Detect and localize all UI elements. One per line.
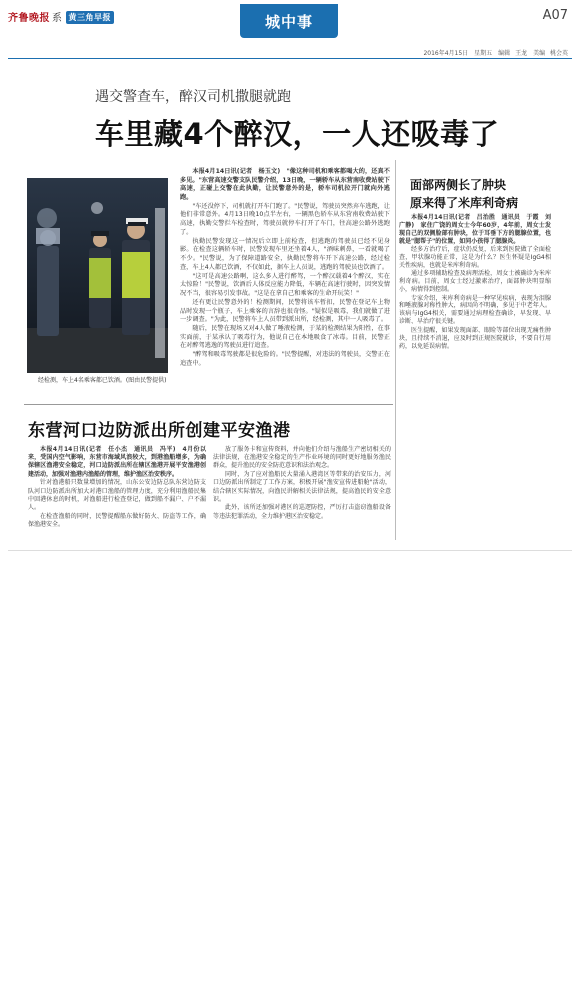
article-paragraph: 通过多项辅助检查及病理活检，周女士被确诊为米库利奇病。目前，周女士经过激素治疗，面部肿块明显缩小，病情得到控制。	[399, 270, 551, 294]
column-divider	[395, 160, 396, 540]
article-paragraph: 随后，民警在现场又对4人做了唾液检测，于某的检测结果为阳性，在事实面前，于某承认了吸毒行为，他说自己在本地吸食了冰毒。目前，民警正在对醉驾逃逸的驾驶员进行追查。	[180, 325, 390, 350]
second-headline: 东营河口边防派出所创建平安渔港	[28, 421, 291, 441]
second-story-body-right	[213, 446, 391, 521]
news-photo	[27, 178, 168, 373]
side-headline-line-1: 面部两侧长了肿块	[410, 178, 507, 192]
article-paragraph: 本报4月14日讯(记者 杨玉文) "像这种司机和乘客都喝大的，还真不多见。"东营高速交警支队民警介绍，13日晚，一辆轿车从东营南收费站驶下高速，正碰上交警在此执勤，让民警意外的是，轿车司机拉开门就向外逃跑。	[180, 168, 390, 201]
police-check-illustration	[27, 178, 168, 373]
article-paragraph: 同时，为了应对渔船民大量涌入港湾区等带来的治安压力，河口边防派出所制定了工作方案，积极开展"渔安宣传进船舱"活动，结合辖区实际情况，向渔民讲解相关法律法规，提高渔民的安全意识。	[213, 471, 391, 503]
main-headline: 车里藏4个醉汉，一人还吸毒了	[95, 117, 500, 151]
article-paragraph: 专家介绍，米库利奇病是一种罕见疾病，表现为泪腺和唾液腺对称性肿大，病因尚不明确，多见于中老年人。该病与IgG4相关，需要通过病理检查确诊，早发现、早诊断、早治疗很关键。	[399, 294, 551, 326]
photo-caption: 经检测，车上4名乘客都已饮酒。(图由民警提供)	[38, 377, 167, 384]
article-paragraph: 在检查渔船的同时，民警提醒船东做好防火、防盗等工作，确保渔港安全。	[28, 512, 206, 528]
main-kicker: 遇交警查车，醉汉司机撒腿就跑	[95, 89, 291, 105]
story-divider	[24, 404, 393, 405]
article-paragraph: 本报4月14日讯(记者 任小杰 通讯员 冯平) 4月份以来，受国内空气影响，东营市海域风浪较大，到港渔船增多，为确保辖区渔港安全稳定，河口边防派出所在辖区渔港开展平安渔港创建活动，加强对渔港内渔船的管理，维护渔区治安秩序。	[28, 446, 206, 478]
article-paragraph: 本报4月14日讯(记者 吕治胜 通讯员 于霞 刘广静) 家住广饶的周女士今年60岁，4年前，周女士发现自己的双侧脸部有肿块，位于耳垂下方的腮腺位置，也就是"腮帮子"的位置，如同小孩得了腮腺炎。	[399, 214, 551, 245]
article-paragraph: 经多方治疗后，症状仍反复，后来到医院做了全面检查，甲状腺功能正常，这是为什么？医生怀疑是IgG4相关性疾病，也就是米库利奇病。	[399, 246, 551, 269]
top-divider	[8, 58, 572, 59]
brand-suffix: 系	[52, 13, 63, 24]
article-paragraph: 还有更让民警意外的！检测期间，民警将该车暂扣，民警在登记车上物品时发现一个瓶子，车上乘客的言辞也很奇怪。"疑似是吸毒，我们就做了进一步调查。"为此，民警将车上人员带到派出所，经检测，其中一人吸毒了。	[180, 298, 390, 324]
article-paragraph: 医生提醒，如果发现面部、眼睑等部位出现无痛性肿块，且持续不消退，应及时到正规医院就诊，不要自行用药，以免延误病情。	[399, 326, 551, 350]
side-headline-line-2: 原来得了米库利奇病	[410, 196, 519, 210]
main-story-body	[180, 168, 390, 369]
article-paragraph: 执勤民警发现这一情况后立即上前检查，但逃跑的驾驶员已经不见身影。在检查这辆轿车时，民警发现车里还坐着4人，"酒味刺鼻，一看就喝了不少。"民警说，为了保障道路安全，执勤民警将车开下高速公路，经过检查，车上4人都已饮酒，不仅如此，据车上人员说，逃跑的驾驶员也饮酒了。	[180, 237, 390, 271]
page-number: A07	[542, 8, 568, 23]
article-paragraph: 针对渔港船只数量增加的情况，山东公安边防总队东营边防支队河口边防派出所加大对港口渔船的管理力度，充分利用渔船民集中回港休息的时机，对渔船进行检查登记，做到船不漏户、户不漏人。	[28, 479, 206, 511]
article-paragraph: 放了服务卡和宣传资料，并向他们介绍与渔船生产密切相关的法律法规，在渔港安全稳定的生产作业环境的同时更好地服务渔民群众，提升渔民的安全防范意识和法治观念。	[213, 446, 391, 470]
issue-meta: 2016年4月15日 星期五 编辑 王龙 美编 桃会英	[423, 50, 568, 57]
article-paragraph: "车还没停下，司机就打开车门跑了。"民警说，驾驶员突然弃车逃跑，让他们非常意外。4月13日晚10点半左右，一辆黑色轿车从东营南收费站驶下高速，执勤交警拦车检查时，驾驶员就停车打开了车门，往高速公路外逃跑了。	[180, 202, 390, 236]
section-title: 城中事	[264, 13, 313, 31]
second-story-body-left	[28, 446, 206, 530]
article-paragraph: "醉驾和吸毒驾驶都是很危险的。"民警提醒，对违法的驾驶员，交警正在追查中。	[180, 351, 390, 368]
section-tab	[240, 4, 338, 38]
newspaper-brand	[8, 9, 114, 24]
brand-tag: 黄三角早报	[66, 11, 115, 24]
article-paragraph: "这可是高速公路啊，这么多人进行醉驾，一个醉汉载着4个醉汉，实在太惊险！"民警说，饮酒后人体反应能力降低，车辆在高速行驶时，因突发情况不当，很容易引发事故。"这是在拿自己和乘客的生命开玩笑！"	[180, 272, 390, 297]
bottom-divider	[8, 550, 572, 551]
side-story-body	[399, 214, 551, 351]
article-paragraph: 此外，该所还加强对港区的巡逻防控，严厉打击盗窃渔船设备等违法犯罪活动，全力维护港区治安稳定。	[213, 504, 391, 520]
side-headline	[410, 176, 560, 212]
brand-name: 齐鲁晚报	[8, 13, 50, 24]
masthead	[0, 0, 580, 44]
